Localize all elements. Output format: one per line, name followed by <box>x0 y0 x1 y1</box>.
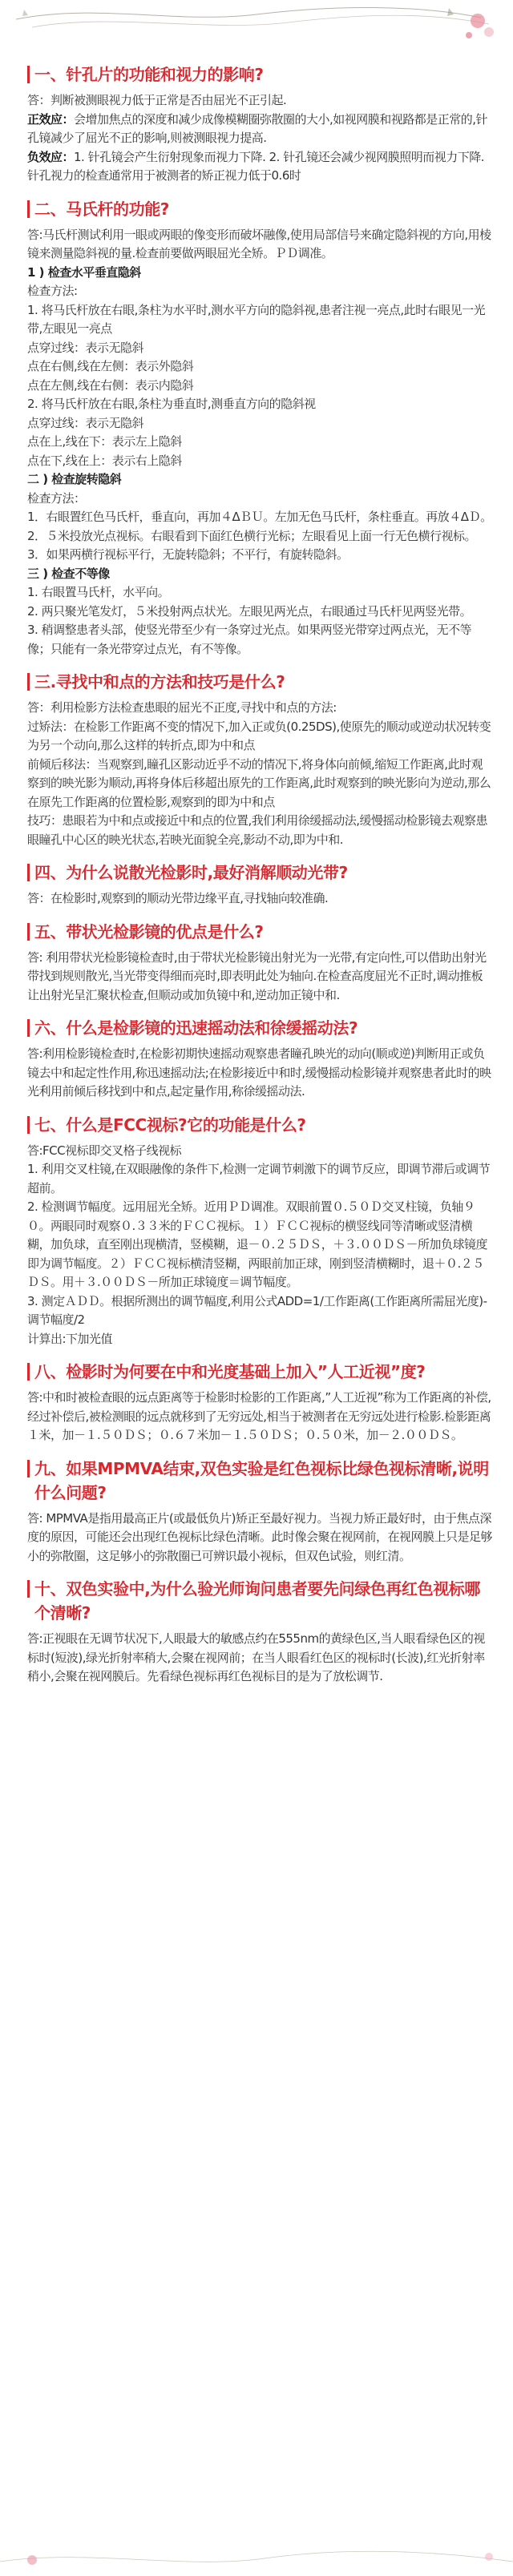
section-marker <box>27 200 30 218</box>
answer-line: 1．右眼置红色马氏杆，垂直向，再加４ΔＢＵ。左加无色马氏杆，条柱垂直。再放４ΔＤ。 <box>27 510 492 524</box>
question-1 <box>27 62 492 186</box>
section-marker <box>27 864 30 881</box>
subheading: 二 ) 检查旋转隐斜 <box>27 472 122 486</box>
answer-line: 负效应：1. 针孔镜会产生衍射现象而视力下降. 2. 针孔镜还会减少视网膜照明而视力下降. <box>27 149 484 164</box>
section-marker <box>27 1363 30 1381</box>
question-title: 十、双色实验中,为什么验光师询问患者要先问绿色再红色视标哪个清晰? <box>34 1579 480 1623</box>
question-6 <box>27 1016 492 1102</box>
question-title: 一、针孔片的功能和视力的影响? <box>34 65 264 84</box>
question-title: 五、带状光检影镜的优点是什么? <box>34 921 264 941</box>
question-title: 二、马氏杆的功能? <box>34 199 170 219</box>
answer-line: 2．５米投放光点视标。右眼看到下面红色横行光标；左眼看见上面一行无色横行视标。 <box>27 528 477 543</box>
question-9 <box>27 1457 492 1566</box>
answer-line: 答:中和时被检查眼的远点距离等于检影时检影的工作距离,”人工近视”称为工作距离的补偿,经过补偿后,被检测眼的远点就移到了无穷远处,相当于被测者在无穷远处进行检影.检影距离１米，加－１.５０ＤＳ；０.６７米加－１.５０ＤＳ；０.５０米，加－２.００ＤＳ。 <box>27 1390 491 1442</box>
answer-line: 1. 利用交叉柱镜,在双眼融像的条件下,检测一定调节刺激下的调节反应，即调节滞后或调节超前。 <box>27 1162 491 1195</box>
section-marker <box>27 923 30 941</box>
section-marker <box>27 1116 30 1134</box>
subheading: 1 ) 检查水平垂直隐斜 <box>27 264 141 280</box>
answer-line: 2. 检测调节幅度。远用屈光全矫。近用ＰＤ调准。双眼前置０.５０Ｄ交叉柱镜，负轴９０。两眼同时观察０.３３米的ＦＣＣ视标。１）ＦＣＣ视标的横竖线同等清晰或竖清横糊，加负球，直至刚出现横清，竖模糊，退－０.２５ＤＳ，＋３.００ＤＳ－所加负球镜度即为调节幅度。２）ＦＣＣ视标横清竖糊，两眼前加正球，刚到竖清横糊时，退＋０.２５ＤＳ。用＋３.００ＤＳ－所加正球镜度＝调节幅度。 <box>27 1199 488 1289</box>
question-title: 三.寻找中和点的方法和技巧是什么? <box>34 672 285 691</box>
answer-line: 3. 测定ＡＤＤ。根据所测出的调节幅度,利用公式ADD=1/工作距离(工作距离所需屈光度)-调节幅度/2 <box>27 1293 487 1327</box>
bottom-floral-decoration <box>0 2538 513 2576</box>
top-floral-decoration <box>0 0 513 56</box>
answer-line: 2. 将马氏杆放在右眼,条柱为垂直时,测垂直方向的隐斜视 <box>27 397 316 411</box>
answer-line: 点穿过线：表示无隐斜 <box>27 340 144 355</box>
question-title: 七、什么是FCC视标?它的功能是什么? <box>34 1115 306 1135</box>
answer-line: 点在上,线在下：表示左上隐斜 <box>27 434 182 449</box>
answer-line: 3. 稍调整患者头部，使竖光带至少有一条穿过光点。如果两竖光带穿过两点光，无不等像；只能有一条光带穿过点光，有不等像。 <box>27 623 472 656</box>
answer-line: 答:马氏杆测试利用一眼或两眼的像变形而破坏融像,使用局部信号来确定隐斜视的方向,用棱镜来测量隐斜视的量.检查前要做两眼屈光全矫。ＰＤ调准。 <box>27 227 491 260</box>
answer-line: 答：利用检影方法检查患眼的屈光不正度,寻找中和点的方法: <box>27 700 337 715</box>
subheading: 三 ) 检查不等像 <box>27 566 110 581</box>
answer-line: 点穿过线：表示无隐斜 <box>27 415 144 430</box>
question-title: 六、什么是检影镜的迅速摇动法和徐缓摇动法? <box>34 1018 358 1038</box>
answer-line: 1. 将马氏杆放在右眼,条柱为水平时,测水平方向的隐斜视,患者注视一亮点,此时右眼见一光带,左眼见一亮点 <box>27 302 486 336</box>
section-marker <box>27 1580 30 1598</box>
answer-line: 点在右侧,线在左侧：表示外隐斜 <box>27 359 194 373</box>
answer-line: 技巧：患眼若为中和点或接近中和点的位置,我们利用徐缓摇动法,缓慢摇动检影镜去观察患眼瞳孔中心区的映光状态,若映光面貌全亮,影动不动,即为中和. <box>27 813 488 847</box>
article-body <box>27 62 492 1698</box>
answer-line: 检查方法: <box>27 284 78 298</box>
answer-line: 过矫法：在检影工作距离不变的情况下,加入正或负(0.25DS),使原先的顺动或逆动状况转变为另一个动向,那么这样的转折点,即为中和点 <box>27 719 491 752</box>
question-5 <box>27 920 492 1006</box>
question-3 <box>27 670 492 849</box>
answer-line: 答:利用检影镜检查时,在检影初期快速摇动观察患者瞳孔映光的动向(顺或逆)判断用正或负镜去中和起定性作用,称迅速摇动法;在检影接近中和时,缓慢摇动检影镜并观察患者此时的映光利用前倾后移找到中和点,起定量作用,称徐缓摇动法. <box>27 1046 491 1099</box>
answer-line: 1. 右眼置马氏杆，水平向。 <box>27 585 170 599</box>
question-7 <box>27 1113 492 1349</box>
answer-line: 针孔视力的检查通常用于被测者的矫正视力低于0.6时 <box>27 168 301 183</box>
answer-line: 答: 利用带状光检影镜检查时,由于带状光检影镜出射光为一光带,有定向性,可以借助出射光带找到规则散光,当光带变得细而亮时,即表明此处为轴向.在检查高度屈光不正时,调动推板让出射光呈汇聚状检查,但顺动或加负镜中和,逆动加正镜中和. <box>27 949 487 1002</box>
answer-line: 答: MPMVA是指用最高正片(或最低负片)矫正至最好视力。当视力矫正最好时，由于焦点深度的原因，可能还会出现红色视标比绿色清晰。此时像会聚在视网前，在视网膜上只是足够小的弥散圈，这足够小的弥散圈已可辨识最小视标，但双色试验，则红清。 <box>27 1510 493 1563</box>
answer-line: 点在下,线在上：表示右上隐斜 <box>27 453 182 468</box>
answer-line: 正效应：会增加焦点的深度和减少成像模糊圈弥散圈的大小,如视网膜和视路都是正常的,针孔镜减少了屈光不正的影响,则被测眼视力提高. <box>27 111 488 145</box>
question-title: 四、为什么说散光检影时,最好消解顺动光带? <box>34 863 348 882</box>
question-8 <box>27 1360 492 1445</box>
answer-line: 答：判断被测眼视力低于正常是否由屈光不正引起. <box>27 93 287 107</box>
answer-line: 检查方法： <box>27 490 86 506</box>
answer-line: 2. 两只聚光笔发灯，５米投射两点状光。左眼见两光点，右眼通过马氏杆见两竖光带。 <box>27 603 472 619</box>
answer-line: 答：在检影时,观察到的顺动光带边缘平直,寻找轴向较准确. <box>27 891 329 905</box>
answer-line: 答:FCC视标即交叉格子线视标 <box>27 1143 182 1158</box>
section-marker <box>27 1019 30 1037</box>
answer-line: 答:正视眼在无调节状况下,人眼最大的敏感点约在555nm的黄绿色区,当人眼看绿色区的视标时(短波),绿光折射率稍大,会聚在视网前；在当人眼看红色区的视标时(长波),红光折射率稍小,会聚在视网膜后。先看绿色视标再红色视标目的是为了放松调节. <box>27 1631 485 1683</box>
question-title: 八、检影时为何要在中和光度基础上加入”人工近视”度? <box>34 1362 426 1381</box>
question-2 <box>27 197 492 659</box>
section-marker <box>27 673 30 691</box>
answer-line: 点在左侧,线在右侧：表示内隐斜 <box>27 377 194 393</box>
answer-line: 计算出:下加光值 <box>27 1331 113 1346</box>
answer-line: 前倾后移法：当观察到,瞳孔区影动近乎不动的情况下,将身体向前倾,缩短工作距离,此时观察到的映光影为顺动,再将身体后移超出原先的工作距离,此时观察到的映光影向为逆动,那么在原先工作距离的位置检影,观察到的即为中和点 <box>27 756 491 809</box>
question-4 <box>27 861 492 909</box>
section-marker <box>27 1460 30 1477</box>
question-title: 九、如果MPMVA结束,双色实验是红色视标比绿色视标清晰,说明什么问题? <box>34 1458 489 1502</box>
question-10 <box>27 1577 492 1687</box>
answer-line: 3．如果两横行视标平行，无旋转隐斜；不平行，有旋转隐斜。 <box>27 547 349 562</box>
section-marker <box>27 66 30 83</box>
